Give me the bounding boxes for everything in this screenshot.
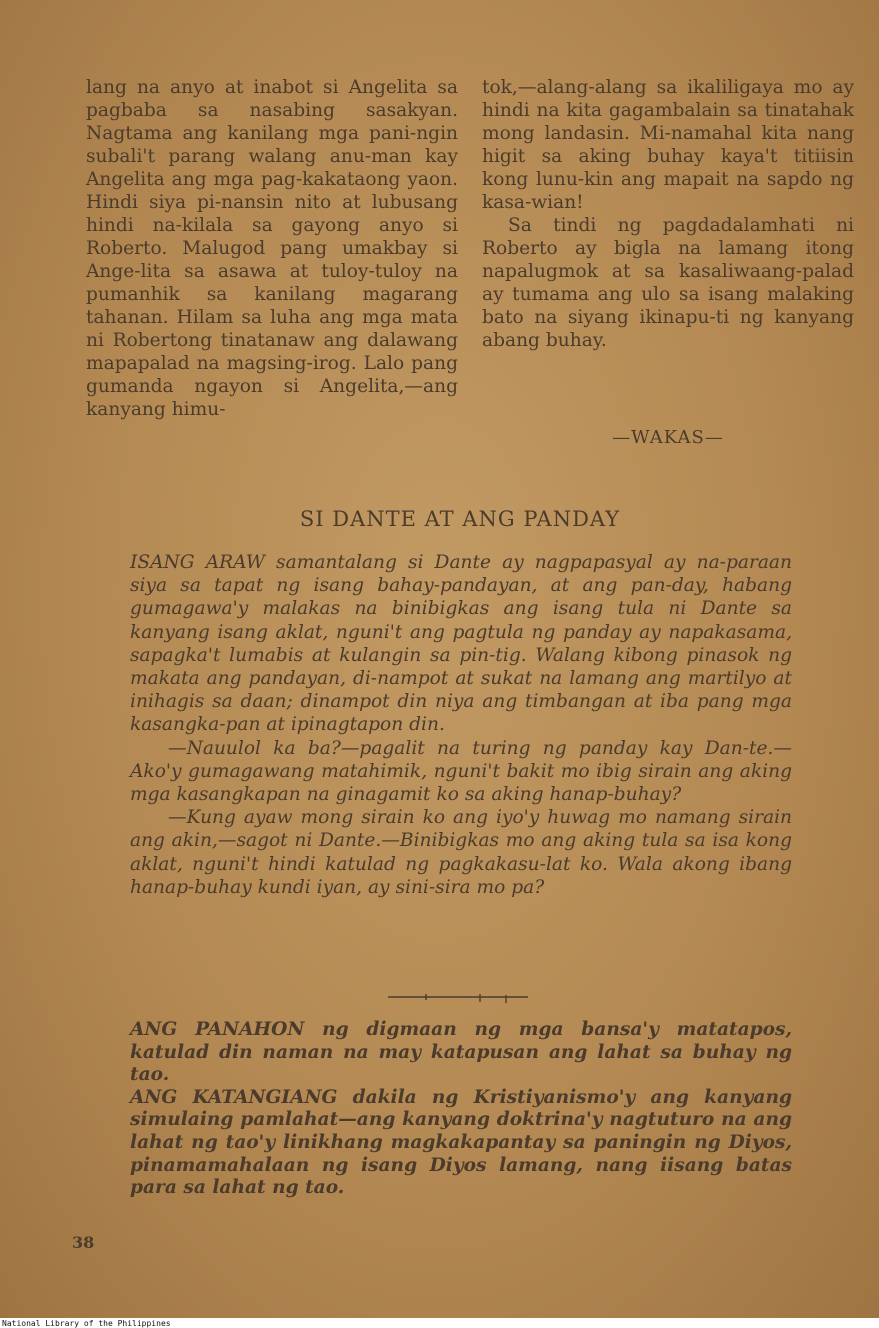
closing-paragraph-2: ANG KATANGIANG dakila ng Kristiyanismo'y ang kanyang simulaing pamlahat—ang kanyang doktrina'y nagtuturo na ang lahat ng tao'y linikhang magkakapantay sa paningin ng Diyos, pinamamahalaan ng isang Diyos lamang, nang iisang batas para sa lahat ng tao. xyxy=(130,1086,792,1199)
end-mark: —WAKAS— xyxy=(612,427,724,448)
story-paragraph-2: —Nauulol ka ba?—pagalit na turing ng panday kay Dan-te.—Ako'y gumagawang matahimik, nguni't bakit mo ibig sirain ang aking mga kasangkapan na ginagamit ko sa aking hanap-buhay? xyxy=(130,737,792,806)
right-column-paragraph-1: tok,—alang-alang sa ikaliligaya mo ay hindi na kita gagambalain sa tinatahak mong landasin. Mi-namahal kita nang higit sa aking buhay kaya't titiisin kong lunu-kin ang mapait na sapdo ng kasa-wian! xyxy=(482,77,854,213)
section-title: SI DANTE AT ANG PANDAY xyxy=(299,507,621,531)
section-divider xyxy=(388,992,528,1004)
right-column-paragraph-2: Sa tindi ng pagdadalamhati ni Roberto ay bigla na lamang itong napalugmok at sa kasaliwaang-palad ay tumama ang ulo sa isang malaking bato na siyang ikinapu-ti ng kanyang abang buhay. xyxy=(482,215,854,351)
story-paragraph-3: —Kung ayaw mong sirain ko ang iyo'y huwag mo namang sirain ang akin,—sagot ni Dante.—Binibigkas mo ang aking tula sa isa kong aklat, nguni't hindi katulad ng pagkakasu-lat ko. Wala akong ibang hanap-buhay kundi iyan, ay sini-sira mo pa? xyxy=(130,807,792,898)
closing-section xyxy=(130,1019,792,1200)
story-body xyxy=(130,551,792,899)
closing-paragraph-1: ANG PANAHON ng digmaan ng mga bansa'y matatapos, katulad din naman na may katapusan ang lahat sa buhay ng tao. xyxy=(130,1019,792,1086)
footer-credit: National Library of the Philippines xyxy=(2,1319,171,1328)
left-column xyxy=(86,76,458,421)
left-column-paragraph: lang na anyo at inabot si Angelita sa pagbaba sa nasabing sasakyan. Nagtama ang kanilang mga pani-ngin subali't parang walang anu-man kay Angelita ang mga pag-kakataong yaon. Hindi siya pi-nansin nito at lubusang hindi na-kilala sa gayong anyo si Roberto. Malugod pang umakbay si Ange-lita sa asawa at tuloy-tuloy na pumanhik sa kanilang magarang tahanan. Hilam sa luha ang mga mata ni Robertong tinatanaw ang dalawang mapapalad na magsing-irog. Lalo pang gumanda ngayon si Angelita,—ang kanyang himu- xyxy=(86,77,458,420)
right-column xyxy=(482,76,854,352)
page-number: 38 xyxy=(72,1233,95,1252)
story-paragraph-1: ISANG ARAW samantalang si Dante ay nagpapasyal ay na-paraan siya sa tapat ng isang bahay-pandayan, at ang pan-day, habang gumagawa'y malakas na binibigkas ang isang tula ni Dante sa kanyang isang aklat, nguni't ang pagtula ng panday ay napakasama, sapagka't lumabis at kulangin sa pin-tig. Walang kibong pinasok ng makata ang pandayan, di-nampot at sukat na lamang ang martilyo at inihagis sa daan; dinampot din niya ang timbangan at iba pang mga kasangka-pan at ipinagtapon din. xyxy=(130,552,792,736)
